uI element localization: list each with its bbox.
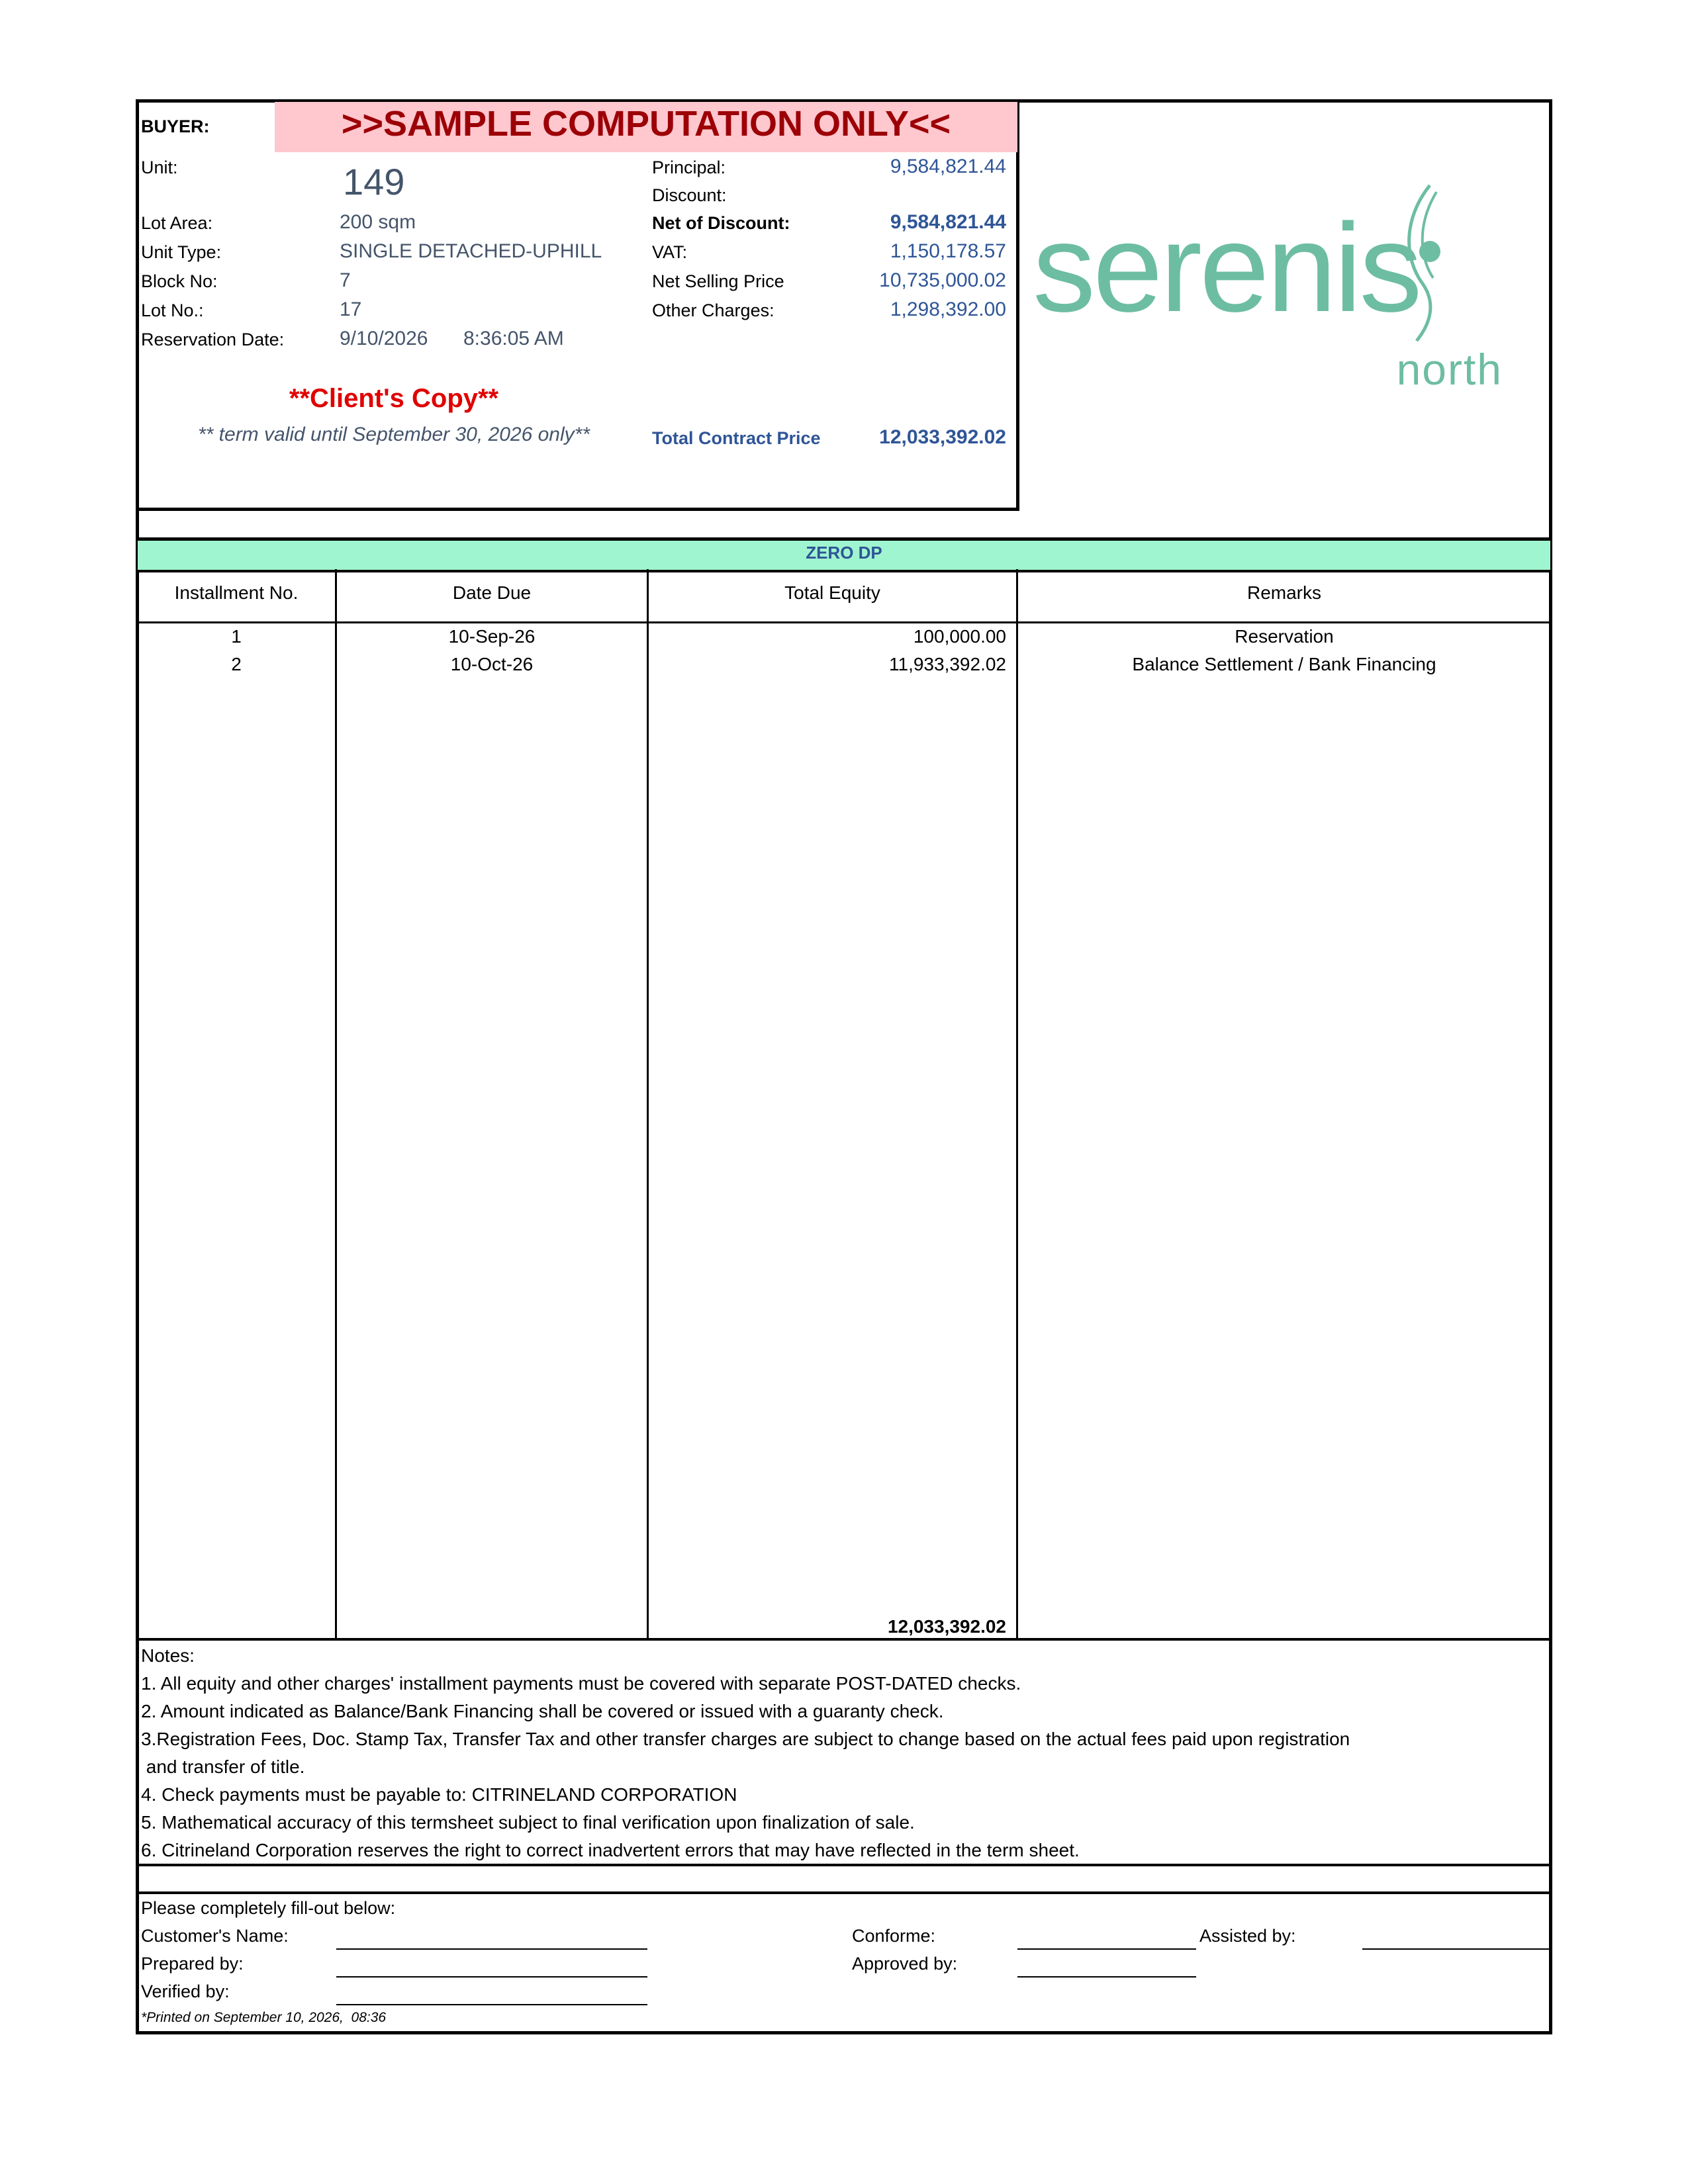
unit-value: 149 — [343, 161, 405, 203]
row-installment-no: 2 — [231, 654, 242, 674]
notes-title: Notes: — [141, 1645, 195, 1666]
col-divider-1 — [335, 569, 337, 1638]
unit-label: Unit: — [141, 158, 178, 177]
buyer-label: BUYER: — [141, 116, 210, 136]
net-discount-value: 9,584,821.44 — [890, 211, 1006, 233]
assisted-by-label: Assisted by: — [1199, 1926, 1296, 1946]
note-line: 6. Citrineland Corporation reserves the right to correct inadvertent errors that may have reflected in the term sheet. — [141, 1840, 1080, 1860]
lot-label: Lot No.: — [141, 300, 204, 320]
unit-type-label: Unit Type: — [141, 242, 222, 262]
conforme-label: Conforme: — [852, 1926, 936, 1946]
logo-wordmark: serenis — [1033, 198, 1420, 338]
block-label: Block No: — [141, 271, 218, 291]
leaf-icon — [1390, 179, 1463, 344]
note-line: 1. All equity and other charges' installment payments must be covered with separate POST-DATED checks. — [141, 1673, 1021, 1694]
discount-label: Discount: — [652, 185, 727, 205]
approved-by-field[interactable] — [1017, 1976, 1196, 1978]
logo-subtitle: north — [1396, 345, 1503, 394]
schedule-title: ZERO DP — [806, 543, 882, 563]
nsp-value: 10,735,000.02 — [879, 269, 1006, 291]
customer-name-field[interactable] — [336, 1948, 647, 1950]
row-amount: 100,000.00 — [913, 626, 1006, 647]
col-divider-2 — [647, 569, 649, 1638]
column-header-equity: Total Equity — [784, 582, 880, 603]
note-line: 4. Check payments must be payable to: CITRINELAND CORPORATION — [141, 1784, 737, 1805]
unit-type-value: SINGLE DETACHED-UPHILL — [340, 240, 602, 262]
header-row-divider — [138, 621, 1550, 623]
sample-banner-text: >>SAMPLE COMPUTATION ONLY<< — [341, 104, 951, 144]
tcp-label: Total Contract Price — [652, 428, 821, 448]
row-remarks: Balance Settlement / Bank Financing — [1132, 654, 1436, 674]
principal-label: Principal: — [652, 158, 726, 177]
fill-out-instruction: Please completely fill-out below: — [141, 1898, 396, 1918]
note-line: 5. Mathematical accuracy of this termsheet subject to final verification upon finalization of sale. — [141, 1812, 915, 1833]
vat-value: 1,150,178.57 — [890, 240, 1006, 262]
row-remarks: Reservation — [1235, 626, 1334, 647]
serenis-logo — [1033, 179, 1523, 404]
column-header-remarks: Remarks — [1246, 582, 1321, 603]
header-box — [136, 99, 1019, 511]
term-note: ** term valid until September 30, 2026 only** — [197, 424, 590, 445]
lot-area-value: 200 sqm — [340, 211, 416, 233]
note-line: and transfer of title. — [141, 1756, 305, 1777]
block-value: 7 — [340, 269, 351, 291]
other-charges-label: Other Charges: — [652, 300, 774, 320]
reservation-label: Reservation Date: — [141, 330, 285, 349]
col-divider-3 — [1016, 569, 1018, 1638]
reservation-time: 8:36:05 AM — [463, 328, 564, 349]
lot-area-label: Lot Area: — [141, 213, 213, 233]
nsp-label: Net Selling Price — [652, 271, 784, 291]
printed-timestamp: *Printed on September 10, 2026, 08:36 — [141, 2010, 387, 2025]
other-charges-value: 1,298,392.00 — [890, 298, 1006, 320]
reservation-date: 9/10/2026 — [340, 328, 428, 349]
row-date-due: 10-Sep-26 — [448, 626, 536, 647]
note-line: 2. Amount indicated as Balance/Bank Financing shall be covered or issued with a guaranty check. — [141, 1701, 944, 1721]
client-copy: **Client's Copy** — [289, 384, 499, 413]
principal-value: 9,584,821.44 — [890, 156, 1006, 177]
row-installment-no: 1 — [231, 626, 242, 647]
verified-by-field[interactable] — [336, 2004, 647, 2005]
verified-by-label: Verified by: — [141, 1981, 230, 2001]
conforme-field[interactable] — [1017, 1948, 1196, 1950]
column-header-installment: Installment No. — [174, 582, 299, 603]
prepared-by-label: Prepared by: — [141, 1954, 244, 1974]
row-amount: 11,933,392.02 — [889, 654, 1006, 674]
table-bottom-line — [138, 1638, 1550, 1641]
row-date-due: 10-Oct-26 — [450, 654, 534, 674]
customer-name-label: Customer's Name: — [141, 1926, 289, 1946]
approved-by-label: Approved by: — [852, 1954, 958, 1974]
note-line: 3.Registration Fees, Doc. Stamp Tax, Transfer Tax and other transfer charges are subject to change based on the actual fees paid upon registration — [141, 1729, 1350, 1749]
lot-value: 17 — [340, 298, 362, 320]
net-discount-label: Net of Discount: — [652, 213, 790, 233]
column-header-date: Date Due — [452, 582, 532, 603]
signature-top-line — [138, 1891, 1550, 1894]
assisted-by-field[interactable] — [1362, 1948, 1549, 1950]
equity-total: 12,033,392.02 — [887, 1616, 1006, 1637]
tcp-value: 12,033,392.02 — [879, 426, 1006, 448]
vat-label: VAT: — [652, 242, 688, 262]
prepared-by-field[interactable] — [336, 1976, 647, 1978]
notes-bottom-line — [138, 1864, 1550, 1866]
